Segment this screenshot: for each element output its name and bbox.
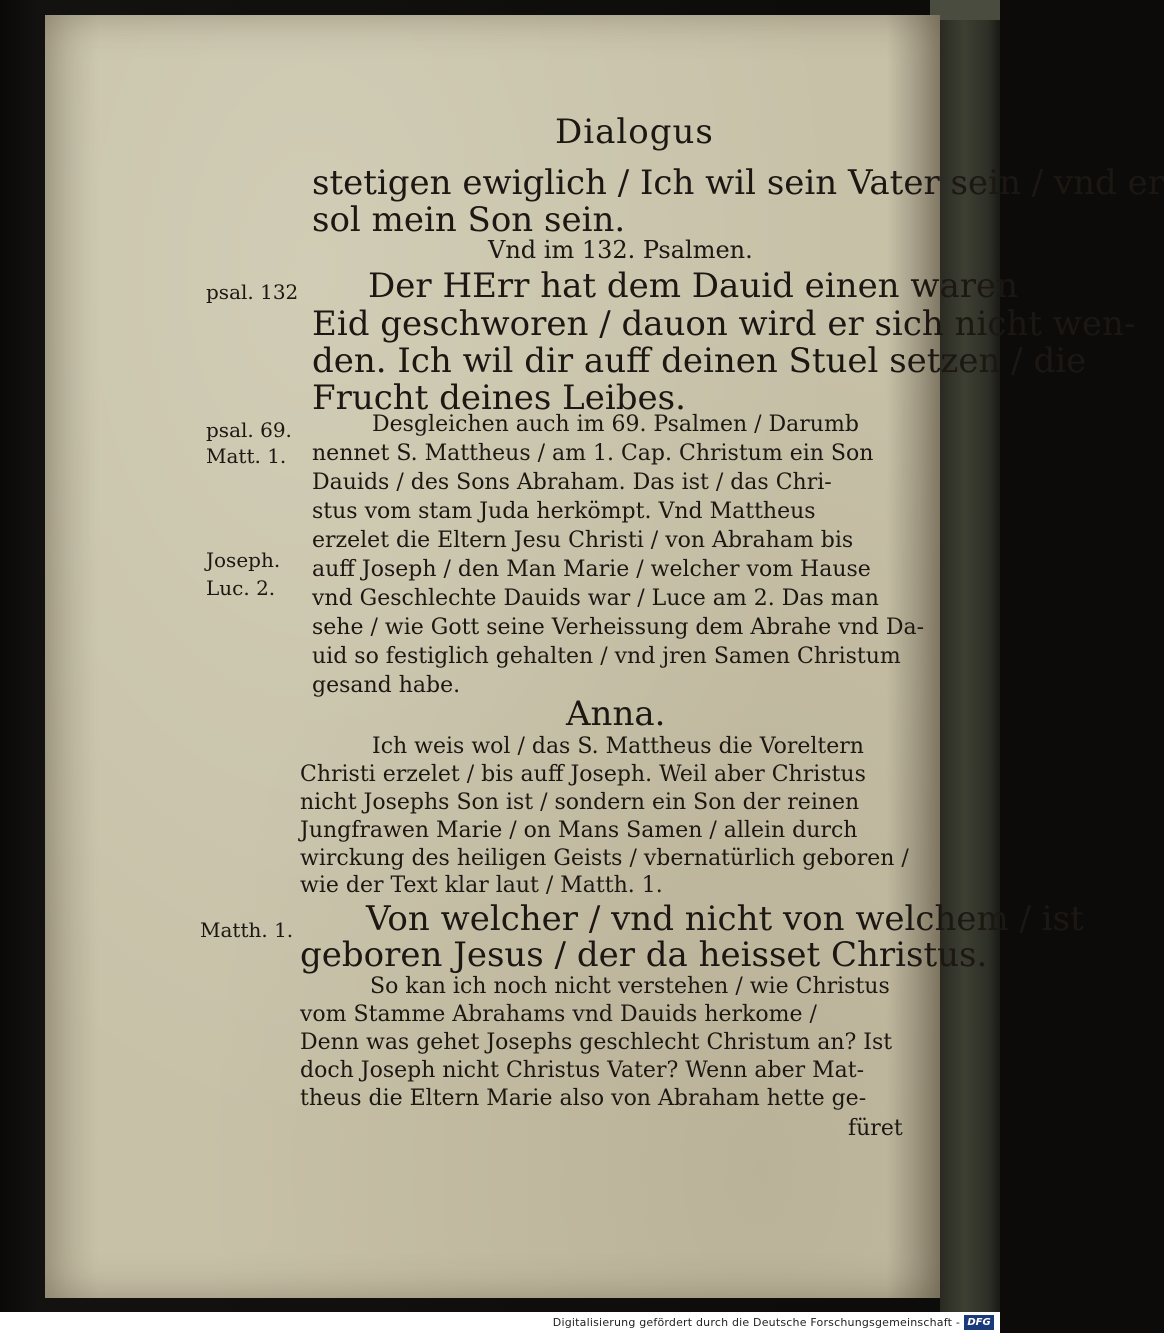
- text2-line-12: doch Joseph nicht Christus Vater? Wenn aber Mat-: [300, 1058, 865, 1083]
- text-line-11: stus vom stam Juda herkömpt. Vnd Mattheus: [312, 499, 816, 524]
- text-line-12: erzelet die Eltern Jesu Christi / von Abraham bis: [312, 528, 854, 553]
- text-line-1: stetigen ewiglich / Ich wil sein Vater sein / vnd er: [312, 163, 1164, 203]
- text2-line-13: theus die Eltern Marie also von Abraham hette ge-: [300, 1086, 867, 1111]
- text-line-8: Desgleichen auch im 69. Psalmen / Darumb: [372, 412, 859, 437]
- marginal-note-psal-69: psal. 69.: [206, 418, 292, 442]
- text-line-9: nennet S. Mattheus / am 1. Cap. Christum ein Son: [312, 441, 874, 466]
- text2-line-9: So kan ich noch nicht verstehen / wie Christus: [370, 974, 890, 999]
- subheading-psalm-132: Vnd im 132. Psalmen.: [488, 236, 753, 264]
- text2-line-5: wirckung des heiligen Geists / vbernatürlich geboren /: [300, 846, 909, 871]
- text2-line-3: nicht Josephs Son ist / sondern ein Son der reinen: [300, 790, 860, 815]
- text-line-2: sol mein Son sein.: [312, 200, 626, 240]
- catchword: füret: [848, 1116, 903, 1141]
- text2-line-10: vom Stamme Abrahams vnd Dauids herkome /: [300, 1002, 817, 1027]
- marginal-note-luc-2: Luc. 2.: [206, 576, 276, 600]
- book-spine-top: [930, 0, 1000, 20]
- marginal-note-matth-1: Matth. 1.: [200, 918, 294, 942]
- marginal-note-joseph: Joseph.: [206, 548, 281, 572]
- text-line-6: den. Ich wil dir auff deinen Stuel setzen / die: [312, 341, 1087, 381]
- text-line-10: Dauids / des Sons Abraham. Das ist / das Chri-: [312, 470, 832, 495]
- text-line-15: sehe / wie Gott seine Verheissung dem Abrahe vnd Da-: [312, 615, 925, 640]
- text2-line-6: wie der Text klar laut / Matth. 1.: [300, 873, 663, 898]
- text-line-16: uid so festiglich gehalten / vnd jren Samen Christum: [312, 644, 901, 669]
- text-line-17: gesand habe.: [312, 673, 461, 698]
- marginal-note-psal-132: psal. 132: [206, 280, 299, 304]
- running-head: Dialogus: [555, 112, 714, 152]
- speaker-heading-anna: Anna.: [566, 694, 666, 734]
- text2-line-8: geboren Jesus / der da heisset Christus.: [300, 935, 988, 975]
- text-line-5: Eid geschworen / dauon wird er sich nicht wen-: [312, 304, 1136, 344]
- digitization-footer: [0, 1312, 1000, 1333]
- text-line-7: Frucht deines Leibes.: [312, 378, 686, 418]
- text-line-4: Der HErr hat dem Dauid einen waren: [368, 266, 1019, 306]
- text-line-14: vnd Geschlechte Dauids war / Luce am 2. Das man: [312, 586, 879, 611]
- text2-line-7: Von welcher / vnd nicht von welchem / ist: [366, 899, 1084, 939]
- text2-line-1: Ich weis wol / das S. Mattheus die Voreltern: [372, 734, 864, 759]
- funding-credit: Digitalisierung gefördert durch die Deutsche Forschungsgemeinschaft -: [552, 1316, 960, 1329]
- text2-line-4: Jungfrawen Marie / on Mans Samen / allein durch: [300, 818, 858, 843]
- marginal-note-matt-1: Matt. 1.: [206, 444, 287, 468]
- text2-line-2: Christi erzelet / bis auff Joseph. Weil aber Christus: [300, 762, 866, 787]
- dfg-logo: DFG: [964, 1315, 994, 1330]
- text-line-13: auff Joseph / den Man Marie / welcher vom Hause: [312, 557, 871, 582]
- text2-line-11: Denn was gehet Josephs geschlecht Christum an? Ist: [300, 1030, 893, 1055]
